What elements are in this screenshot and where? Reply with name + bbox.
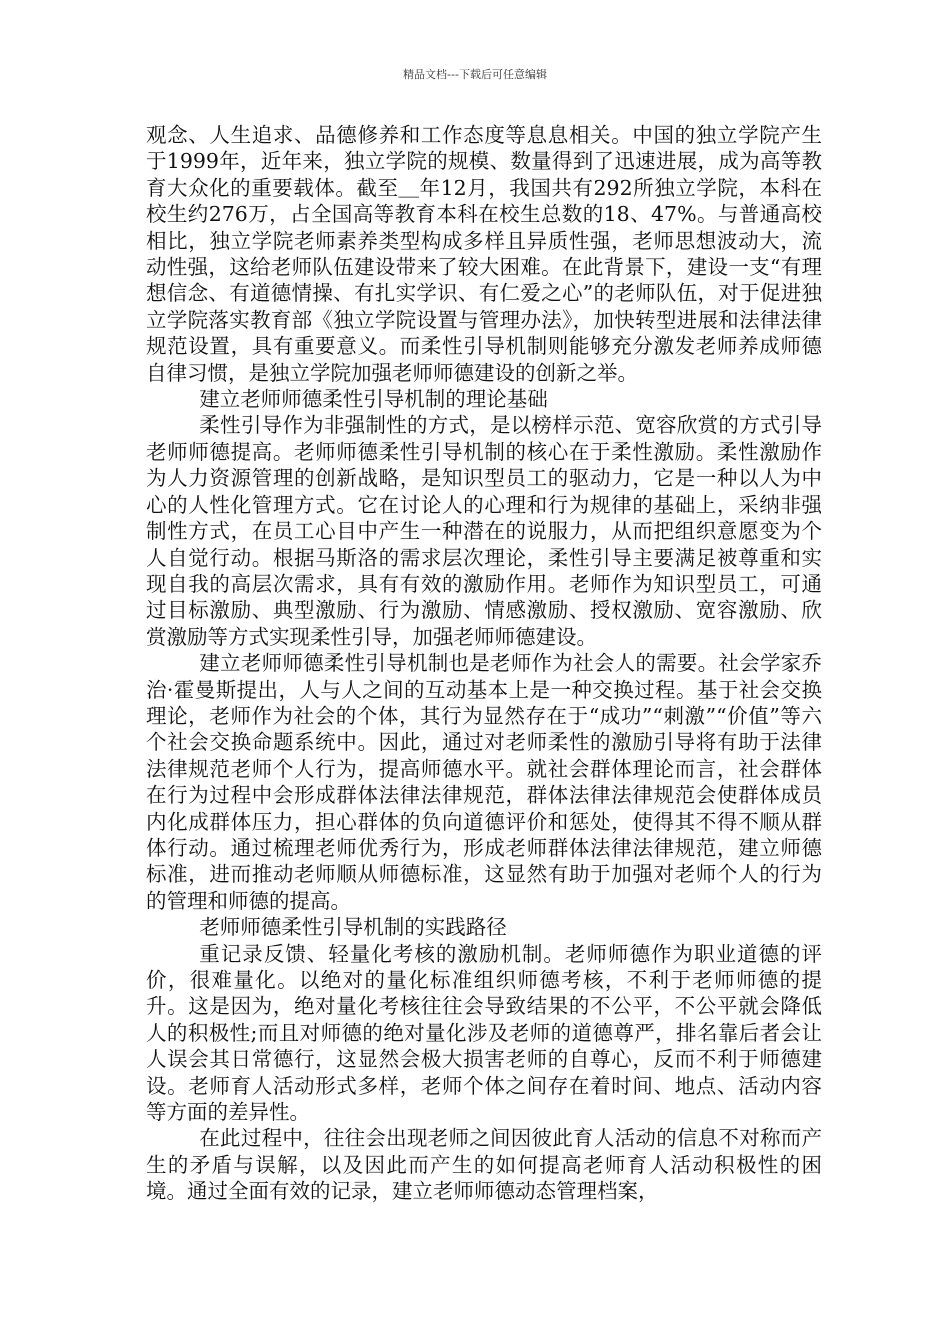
section-heading: 老师师德柔性引导机制的实践路径 bbox=[199, 915, 507, 940]
paragraph: 重记录反馈、轻量化考核的激励机制。老师师德作为职业道德的评价，很难量化。以绝对的量化标准组织师德考核，不利于老师师德的提升。这是因为，绝对量化考核往往会导致结果的不公平，不公平就会降低人的积极性;而且对师德的绝对量化涉及老师的道德尊严，排名靠后者会让人误会其日常德行，这显然会极大损害老师的自尊心，反而不利于师德建设。老师育人活动形式多样，老师个体之间存在着时间、地点、活动内容等方面的差异性。 bbox=[146, 941, 822, 1125]
page-header: 精品文档---下载后可任意编辑 bbox=[403, 68, 547, 81]
paragraph: 观念、人生追求、品德修养和工作态度等息息相关。中国的独立学院产生于1999年，近年来，独立学院的规模、数量得到了迅速进展，成为高等教育大众化的重要载体。截至＿年12月，我国共有292所独立学院，本科在校生约276万，占全国高等教育本科在校生总数的18、47%。与普通高校相比，独立学院老师素养类型构成多样且异质性强，老师思想波动大，流动性强，这给老师队伍建设带来了较大困难。在此背景下，建设一支“有理想信念、有道德情操、有扎实学识、有仁爱之心”的老师队伍，对于促进独立学院落实教育部《独立学院设置与管理办法》，加快转型进展和法律法律规范设置，具有重要意义。而柔性引导机制则能够充分激发老师养成师德自律习惯，是独立学院加强老师师德建设的创新之举。 bbox=[146, 123, 822, 385]
paragraph: 建立老师师德柔性引导机制也是老师作为社会人的需要。社会学家乔治·霍曼斯提出，人与人之间的互动基本上是一种交换过程。基于社会交换理论，老师作为社会的个体，其行为显然存在于“成功”“刺激”“价值”等六个社会交换命题系统中。因此，通过对老师柔性的激励引导将有助于法律法律规范老师个人行为，提高师德水平。就社会群体理论而言，社会群体在行为过程中会形成群体法律法律规范，群体法律法律规范会使群体成员内化成群体压力，担心群体的负向道德评价和惩处，使得其不得不顺从群体行动。通过梳理老师优秀行为，形成老师群体法律法律规范，建立师德标准，进而推动老师顺从师德标准，这显然有助于加强对老师个人的行为的管理和师德的提高。 bbox=[146, 651, 822, 913]
document-body bbox=[146, 122, 822, 1205]
paragraph: 柔性引导作为非强制性的方式，是以榜样示范、宽容欣赏的方式引导老师师德提高。老师师德柔性引导机制的核心在于柔性激励。柔性激励作为人力资源管理的创新战略，是知识型员工的驱动力，它是一种以人为中心的人性化管理方式。它在讨论人的心理和行为规律的基础上，采纳非强制性方式，在员工心目中产生一种潜在的说服力，从而把组织意愿变为个人自觉行动。根据马斯洛的需求层次理论，柔性引导主要满足被尊重和实现自我的高层次需求，具有有效的激励作用。老师作为知识型员工，可通过目标激励、典型激励、行为激励、情感激励、授权激励、宽容激励、欣赏激励等方式实现柔性引导，加强老师师德建设。 bbox=[146, 413, 822, 649]
section-heading: 建立老师师德柔性引导机制的理论基础 bbox=[199, 387, 548, 412]
paragraph: 在此过程中，往往会出现老师之间因彼此育人活动的信息不对称而产生的矛盾与误解，以及因此而产生的如何提高老师育人活动积极性的困境。通过全面有效的记录，建立老师师德动态管理档案， bbox=[146, 1126, 822, 1204]
